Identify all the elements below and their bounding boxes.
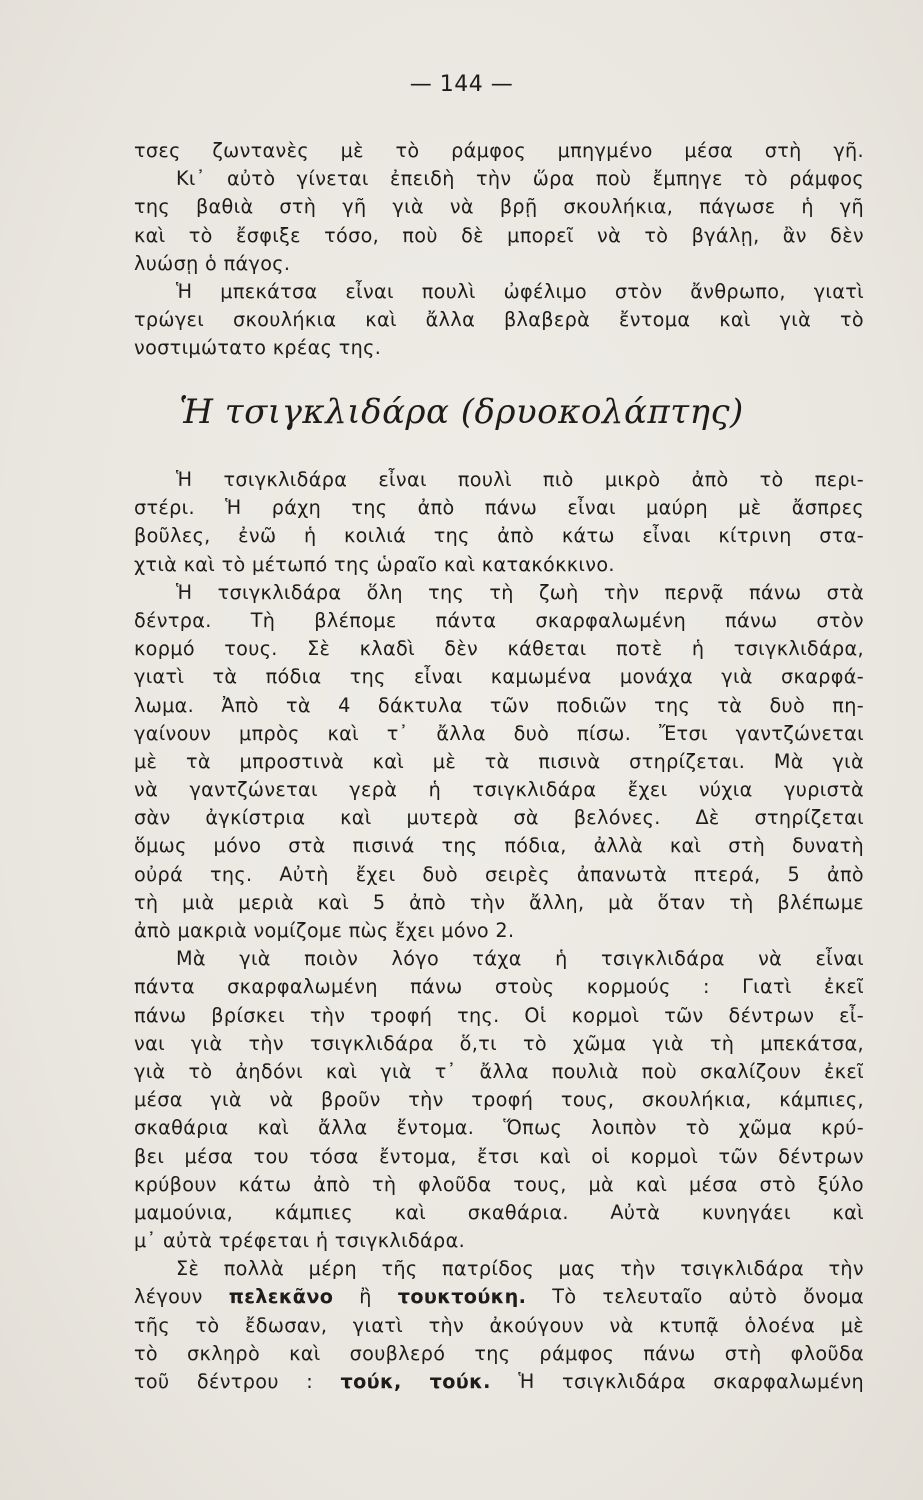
text-line: τῆς τὸ ἔδωσαν, γιατὶ τὴν ἀκούγουν νὰ κτυπᾷ ὁλοένα μὲ	[134, 1313, 864, 1337]
text-line: ναι γιὰ τὴν τσιγκλιδάρα ὅ,τι τὸ χῶμα γιὰ τὴ μπεκάτσα,	[134, 1031, 864, 1055]
text-line: Μὰ γιὰ ποιὸν λόγο τάχα ἡ τσιγκλιδάρα νὰ εἶναι	[176, 947, 864, 971]
text-line: λυώσῃ ὁ πάγος.	[134, 251, 291, 275]
text-line: βει μέσα του τόσα ἔντομα, ἔτσι καὶ οἱ κορμοὶ τῶν δέντρων	[134, 1144, 864, 1168]
text-fragment: Τὸ τελευταῖο αὐτὸ ὄνομα	[526, 1285, 864, 1309]
text-line: πάνω βρίσκει τὴν τροφή της. Οἱ κορμοὶ τῶν δέντρων εἶ-	[134, 1003, 864, 1027]
text-fragment: Ἡ τσιγκλιδάρα σκαρφαλωμένη	[490, 1370, 864, 1393]
bold-term-touktouki: τουκτούκη.	[397, 1285, 527, 1309]
text-line: τὴ μιὰ μεριὰ καὶ 5 ἀπὸ τὴν ἄλλη, μὰ ὅταν τὴ βλέπωμε	[134, 890, 864, 914]
text-fragment: τοῦ δέντρου :	[134, 1370, 341, 1393]
text-line: νὰ γαντζώνεται γερὰ ἡ τσιγκλιδάρα ἔχει νύχια γυριστὰ	[134, 778, 864, 802]
text-line: γιὰ τὸ ἀηδόνι καὶ γιὰ τ᾽ ἄλλα πουλιὰ ποὺ σκαλίζουν ἐκεῖ	[134, 1059, 864, 1083]
text-line: μαμούνια, κάμπιες καὶ σκαθάρια. Αὐτὰ κυνηγάει καὶ	[134, 1200, 864, 1224]
text-line: Ἡ τσιγκλιδάρα εἶναι πουλὶ πιὸ μικρὸ ἀπὸ τὸ περι-	[176, 468, 864, 491]
text-line: σκαθάρια καὶ ἄλλα ἔντομα. Ὅπως λοιπὸν τὸ χῶμα κρύ-	[134, 1116, 864, 1140]
text-line-with-bold	[134, 1283, 864, 1311]
text-line: καὶ τὸ ἔσφιξε τόσο, ποὺ δὲ μπορεῖ νὰ τὸ βγάλῃ, ἂν δὲν	[134, 223, 864, 247]
text-line: Κι᾽ αὐτὸ γίνεται ἐπειδὴ τὴν ὥρα ποὺ ἔμπηγε τὸ ράμφος	[176, 167, 864, 191]
text-line: τσες ζωντανὲς μὲ τὸ ράμφος μπηγμένο μέσα στὴ γῆ.	[134, 139, 864, 162]
paragraph-block-bekatsa	[134, 137, 864, 363]
text-line: της βαθιὰ στὴ γῆ γιὰ νὰ βρῇ σκουλήκια, πάγωσε ἡ γῆ	[134, 195, 864, 219]
text-line: Σὲ πολλὰ μέρη τῆς πατρίδος μας τὴν τσιγκλιδάρα τὴν	[176, 1257, 864, 1281]
text-line: πάντα σκαρφαλωμένη πάνω στοὺς κορμούς : Γιατὶ ἐκεῖ	[134, 975, 864, 999]
text-line: ἀπὸ μακριὰ νομίζομε πὼς ἔχει μόνο 2.	[134, 919, 515, 942]
text-line: δέντρα. Τὴ βλέπομε πάντα σκαρφαλωμένη πάνω στὸν	[134, 608, 864, 632]
text-line: μὲ τὰ μπροστινὰ καὶ μὲ τὰ πισινὰ στηρίζεται. Μὰ γιὰ	[134, 749, 864, 773]
text-line: Ἡ τσιγκλιδάρα ὅλη της τὴ ζωὴ τὴν περνᾷ πάνω στὰ	[176, 580, 864, 604]
text-line: νοστιμώτατο κρέας της.	[134, 336, 382, 360]
bold-term-pelekano: πελεκᾶνο	[228, 1285, 334, 1309]
text-line: τρώγει σκουλήκια καὶ ἄλλα βλαβερὰ ἔντομα καὶ γιὰ τὸ	[134, 308, 864, 332]
text-fragment: λέγουν	[134, 1285, 229, 1309]
text-line: Ἡ μπεκάτσα εἶναι πουλὶ ὠφέλιμο στὸν ἄνθρωπο, γιατὶ	[176, 279, 864, 303]
text-line: μ᾽ αὐτὰ τρέφεται ἡ τσιγκλιδάρα.	[134, 1229, 466, 1253]
text-line: γιατὶ τὰ πόδια της εἶναι καμωμένα μονάχα γιὰ σκαρφά-	[134, 665, 864, 689]
section-heading: Ἡ τσιγκλιδάρα (δρυοκολάπτης)	[179, 392, 744, 432]
text-line-with-bold	[134, 1368, 864, 1396]
text-line: γαίνουν μπρὸς καὶ τ᾽ ἄλλα δυὸ πίσω. Ἔτσι γαντζώνεται	[134, 721, 864, 745]
bold-term-touk-touk: τούκ, τούκ.	[340, 1370, 491, 1393]
text-line: βοῦλες, ἐνῶ ἡ κοιλιά της ἀπὸ κάτω εἶναι κίτρινη στα-	[134, 524, 864, 548]
text-line: στέρι. Ἡ ράχη της ἀπὸ πάνω εἶναι μαύρη μὲ ἄσπρες	[134, 496, 864, 520]
text-fragment: ἢ	[333, 1285, 398, 1309]
text-line: χτιὰ καὶ τὸ μέτωπό της ὡραῖο καὶ κατακόκκινο.	[134, 552, 615, 576]
text-line: λωμα. Ἀπὸ τὰ 4 δάκτυλα τῶν ποδιῶν της τὰ δυὸ πη-	[134, 693, 864, 717]
paragraph-block-tsigklidara	[134, 466, 864, 1396]
page-number: — 144 —	[409, 72, 514, 97]
text-line: μέσα γιὰ νὰ βροῦν τὴν τροφή τους, σκουλήκια, κάμπιες,	[134, 1088, 864, 1112]
text-line: οὐρά της. Αὐτὴ ἔχει δυὸ σειρὲς ἀπανωτὰ πτερά, 5 ἀπὸ	[134, 862, 864, 886]
text-line: κορμό τους. Σὲ κλαδὶ δὲν κάθεται ποτὲ ἡ τσιγκλιδάρα,	[134, 637, 864, 661]
text-line: κρύβουν κάτω ἀπὸ τὴ φλοῦδα τους, μὰ καὶ μέσα στὸ ξύλο	[134, 1172, 864, 1196]
text-line: ὅμως μόνο στὰ πισινά της πόδια, ἀλλὰ καὶ στὴ δυνατὴ	[134, 834, 864, 858]
text-line: σὰν ἀγκίστρια καὶ μυτερὰ σὰ βελόνες. Δὲ στηρίζεται	[134, 806, 864, 830]
text-line: τὸ σκληρὸ καὶ σουβλερό της ράμφος πάνω στὴ φλοῦδα	[134, 1341, 864, 1365]
